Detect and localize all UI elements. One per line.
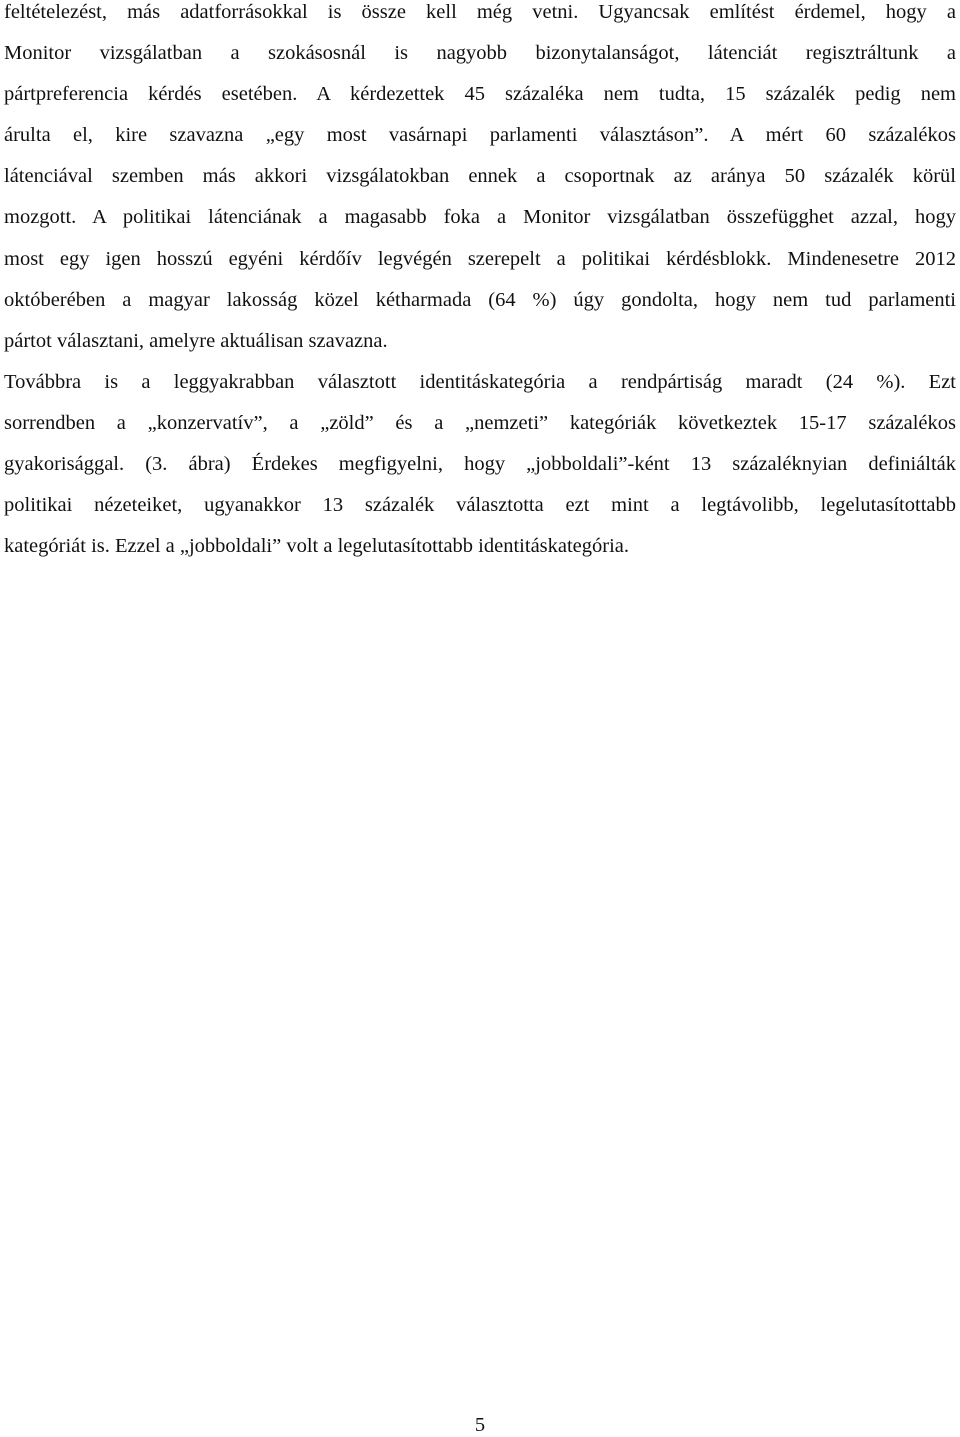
page-number: 5 <box>474 1414 486 1436</box>
paragraph-line: gyakorisággal. (3. ábra) Érdekes megfigyelni, hogy „jobboldali”-ként 13 százaléknyian definiálták <box>4 453 956 476</box>
paragraph-line: feltételezést, más adatforrásokkal is össze kell még vetni. Ugyancsak említést érdemel, hogy a <box>4 1 956 23</box>
paragraph-2 <box>4 362 956 567</box>
paragraph-line: sorrendben a „konzervatív”, a „zöld” és a „nemzeti” kategóriák következtek 15-17 százalékos <box>4 411 956 434</box>
paragraph-line: politikai nézeteiket, ugyanakkor 13 százalék választotta ezt mint a legtávolibb, legelutasítottabb <box>4 494 956 517</box>
paragraph-line: árulta el, kire szavazna „egy most vasárnapi parlamenti választáson”. A mért 60 százalékos <box>4 124 956 147</box>
body-text <box>4 0 956 567</box>
paragraph-line: Továbbra is a leggyakrabban választott identitáskategória a rendpártiság maradt (24 %). Ezt <box>4 370 956 393</box>
paragraph-line: októberében a magyar lakosság közel kétharmada (64 %) úgy gondolta, hogy nem tud parlamenti <box>4 288 956 311</box>
paragraph-line: Monitor vizsgálatban a szokásosnál is nagyobb bizonytalanságot, látenciát regisztráltunk a <box>4 42 956 65</box>
paragraph-line: kategóriát is. Ezzel a „jobboldali” volt a legelutasítottabb identitáskategória. <box>4 535 630 558</box>
paragraph-line: látenciával szemben más akkori vizsgálatokban ennek a csoportnak az aránya 50 százalék körül <box>4 165 956 188</box>
paragraph-line: pártot választani, amelyre aktuálisan szavazna. <box>4 329 388 352</box>
paragraph-line: most egy igen hosszú egyéni kérdőív legvégén szerepelt a politikai kérdésblokk. Mindenesetre 2012 <box>4 247 956 270</box>
paragraph-line: pártpreferencia kérdés esetében. A kérdezettek 45 százaléka nem tudta, 15 százalék pedig nem <box>4 83 956 106</box>
paragraph-1 <box>4 0 956 362</box>
paragraph-line: mozgott. A politikai látenciának a magasabb foka a Monitor vizsgálatban összefügghet azzal, hogy <box>4 206 956 229</box>
